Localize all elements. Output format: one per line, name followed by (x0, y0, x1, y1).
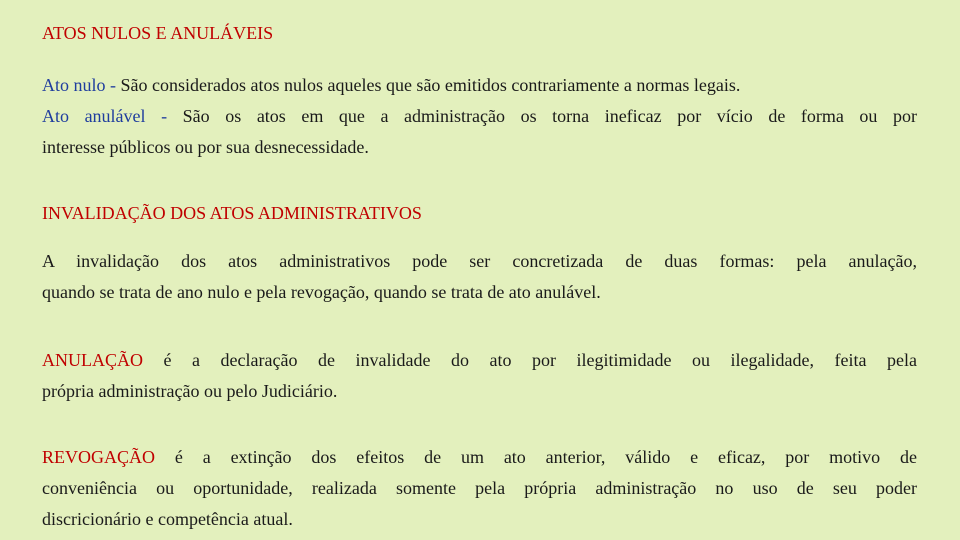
paragraph-anulacao (42, 345, 917, 407)
term-ato-anulavel: Ato anulável - (42, 106, 168, 126)
invalidacao-line-1: A invalidação dos atos administrativos pode ser concretizada de duas formas: pela anulação, (42, 251, 917, 271)
revogacao-definition-1: é a extinção dos efeitos de um ato anterior, válido e eficaz, por motivo de (155, 447, 917, 467)
ato-nulo-line (42, 70, 917, 101)
paragraph-invalidacao (42, 246, 917, 308)
anulacao-line-2: própria administração ou pelo Judiciário. (42, 381, 338, 401)
revogacao-line-3: discricionário e competência atual. (42, 509, 293, 529)
anulacao-definition-1: é a declaração de invalidade do ato por ilegitimidade ou ilegalidade, feita pela (143, 350, 917, 370)
term-anulacao: ANULAÇÃO (42, 350, 143, 370)
revogacao-line-1 (42, 442, 917, 473)
ato-anulavel-line-1 (42, 101, 917, 132)
paragraph-ato-nulo (42, 70, 917, 101)
heading-invalidacao: INVALIDAÇÃO DOS ATOS ADMINISTRATIVOS (42, 203, 422, 223)
revogacao-line-2: conveniência ou oportunidade, realizada somente pela própria administração no uso de seu poder (42, 478, 917, 498)
ato-anulavel-definition-1: São os atos em que a administração os torna ineficaz por vício de forma ou por (167, 106, 917, 126)
paragraph-ato-anulavel (42, 101, 917, 163)
term-ato-nulo: Ato nulo - (42, 75, 116, 95)
invalidacao-line-2: quando se trata de ano nulo e pela revogação, quando se trata de ato anulável. (42, 282, 601, 302)
paragraph-revogacao (42, 442, 917, 535)
term-revogacao: REVOGAÇÃO (42, 447, 156, 467)
ato-nulo-definition: São considerados atos nulos aqueles que são emitidos contrariamente a normas legais. (116, 75, 741, 95)
heading-atos-nulos: ATOS NULOS E ANULÁVEIS (42, 23, 274, 43)
ato-anulavel-line-2: interesse públicos ou por sua desnecessidade. (42, 137, 369, 157)
anulacao-line-1 (42, 345, 917, 376)
